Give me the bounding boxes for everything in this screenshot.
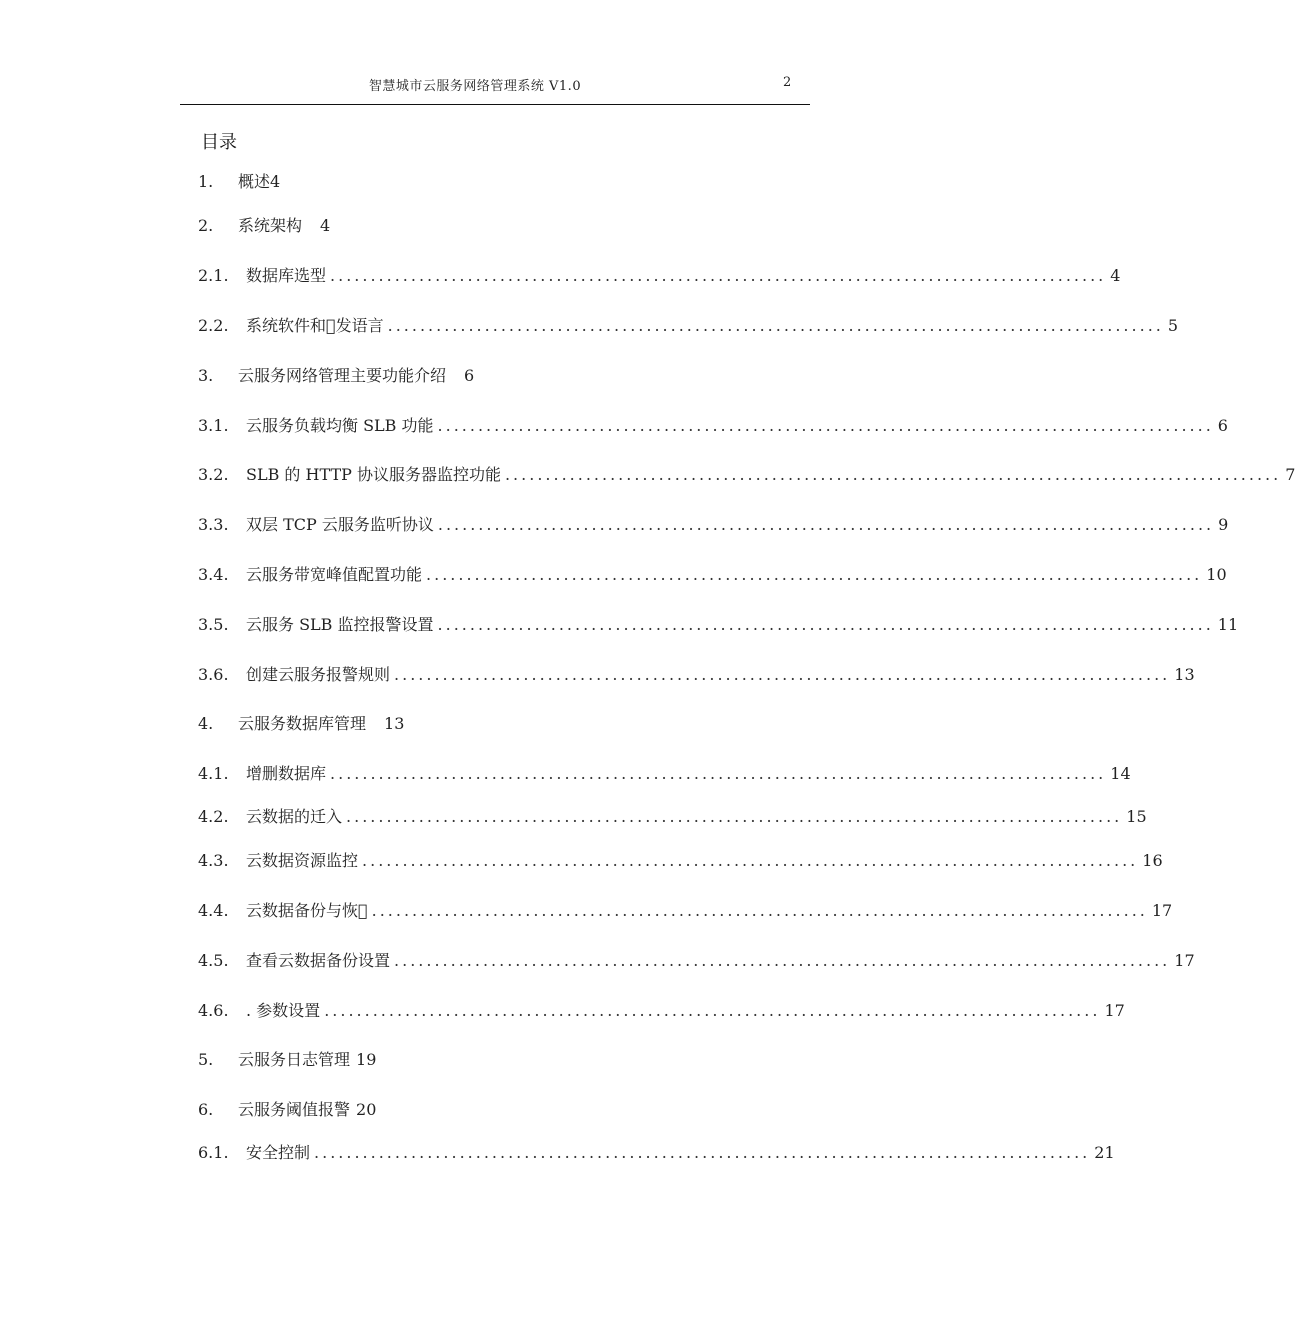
toc-entry-number: 2.1. (198, 266, 229, 285)
toc-entry-title: 创建云服务报警规则 (246, 665, 391, 684)
toc-entry[interactable] (198, 763, 1131, 785)
toc-entry-page: 17 (1151, 901, 1173, 920)
toc-entry-number: 4. (198, 714, 214, 733)
toc-entry-page: 6 (1217, 416, 1228, 435)
toc-entry-title: 数据库选型 (246, 266, 327, 285)
toc-entry-number: 4.3. (198, 851, 229, 870)
toc-entry-title: 概述 (238, 172, 271, 191)
toc-entry-page: 5 (1167, 316, 1179, 335)
toc-entry[interactable] (198, 315, 1179, 337)
toc-entry-number: 6. (198, 1100, 214, 1119)
toc-entry-title: 云服务网络管理主要功能介绍 (238, 366, 447, 385)
toc-entry-page: 9 (1218, 515, 1229, 534)
toc-entry[interactable] (198, 1049, 806, 1071)
toc-entry-title: 云服务阈值报警 (238, 1100, 351, 1119)
toc-entry-number: 4.2. (198, 807, 229, 826)
toc-entry-page: 11 (1217, 615, 1239, 634)
toc-entry-number: 4.4. (198, 901, 229, 920)
toc-entry[interactable] (198, 365, 806, 387)
toc-entry-title: 查看云数据备份设置 (246, 951, 391, 970)
dot-leader: ................................................................................................ (324, 1001, 1101, 1020)
toc-entry-title: 云数据的迁入 (246, 807, 343, 826)
toc-entry[interactable] (198, 614, 1239, 636)
toc-entry-page: 4 (320, 216, 331, 235)
toc-entry[interactable] (198, 1099, 806, 1121)
dot-leader: ................................................................................................ (330, 764, 1107, 783)
toc-entry[interactable] (198, 713, 806, 735)
toc-entry-number: 5. (198, 1050, 214, 1069)
dot-leader: ................................................................................................ (387, 316, 1164, 335)
dot-leader: ................................................................................................ (437, 615, 1214, 634)
dot-leader: ................................................................................................ (437, 515, 1215, 534)
toc-entry-page: 13 (1174, 665, 1195, 684)
dot-leader: ................................................................................................ (371, 901, 1148, 920)
toc-entry-number: 3.3. (198, 515, 229, 534)
toc-entry[interactable] (198, 664, 1195, 686)
toc-entry[interactable] (198, 1142, 1115, 1164)
toc-entry-page: 17 (1104, 1001, 1125, 1020)
dot-leader: ................................................................................................ (346, 807, 1123, 826)
toc-entry-number: 2. (198, 216, 214, 235)
toc-entry-page: 14 (1110, 764, 1131, 783)
toc-entry-number: 3.4. (198, 565, 229, 584)
header-divider (180, 104, 810, 105)
toc-entry-page: 19 (356, 1050, 377, 1069)
toc-entry-number: 2.2. (198, 316, 229, 335)
toc-entry[interactable] (198, 171, 806, 193)
toc-entry[interactable] (198, 564, 1227, 586)
toc-entry[interactable] (198, 806, 1147, 828)
dot-leader: ................................................................................................ (314, 1143, 1091, 1162)
toc-entry[interactable] (198, 950, 1195, 972)
toc-entry-page: 17 (1174, 951, 1195, 970)
dot-leader: ................................................................................................ (394, 665, 1171, 684)
toc-entry-page: 4 (1110, 266, 1121, 285)
toc-entry-title: 安全控制 (246, 1143, 311, 1162)
toc-entry-number: 6.1. (198, 1143, 229, 1162)
toc-entry-title: 云数据备份与恢  (246, 901, 368, 920)
toc-entry-title: 系统架构 (238, 216, 303, 235)
toc-entry[interactable] (198, 415, 1228, 437)
toc-entry-number: 3.6. (198, 665, 229, 684)
toc-entry-number: 3.2. (198, 465, 229, 484)
running-header-title: 智慧城市云服务网络管理系统 V1.0 (368, 79, 582, 94)
toc-entry-page: 6 (464, 366, 475, 385)
toc-entry-number: 1. (198, 172, 214, 191)
toc-entry-title: SLB 的 HTTP 协议服务器监控功能 (246, 465, 501, 484)
toc-entry-page: 10 (1206, 565, 1227, 584)
toc-entry-title: 云服务 SLB 监控报警设置 (246, 615, 434, 634)
toc-entry-number: 3.1. (198, 416, 229, 435)
toc-entry-title: 增删数据库 (246, 764, 327, 783)
dot-leader: ................................................................................................ (330, 266, 1107, 285)
toc-entry[interactable] (198, 900, 1173, 922)
toc-entry-page: 4 (270, 172, 281, 191)
toc-entry-number: 3. (198, 366, 214, 385)
dot-leader: ................................................................................................ (437, 416, 1214, 435)
toc-entry-number: 3.5. (198, 615, 229, 634)
toc-entry-title: 云服务负载均衡 SLB 功能 (246, 416, 434, 435)
toc-entry[interactable] (198, 514, 1229, 536)
toc-entry[interactable] (198, 850, 1163, 872)
toc-entry-number: 4.5. (198, 951, 229, 970)
dot-leader: ................................................................................................ (362, 851, 1139, 870)
toc-entry-number: 4.1. (198, 764, 229, 783)
page-number: 2 (783, 75, 792, 90)
toc-entry-page: 7 (1285, 465, 1295, 484)
toc-entry[interactable] (198, 265, 1121, 287)
toc-entry-page: 20 (356, 1100, 377, 1119)
toc-entry-title: 系统软件和 发语言 (246, 316, 384, 335)
toc-entry-page: 21 (1094, 1143, 1115, 1162)
toc-entry-title: 云服务数据库管理 (238, 714, 367, 733)
toc-heading: 目录 (201, 132, 237, 153)
toc-entry-title: 云服务日志管理 (238, 1050, 351, 1069)
toc-entry[interactable] (198, 215, 806, 237)
toc-entry-number: 4.6. (198, 1001, 229, 1020)
dot-leader: ................................................................................................ (426, 565, 1203, 584)
toc-entry-page: 16 (1142, 851, 1163, 870)
toc-entry-title: 云服务带宽峰值配置功能 (246, 565, 423, 584)
toc-entry[interactable] (198, 464, 1295, 486)
toc-entry-title: 云数据资源监控 (246, 851, 359, 870)
dot-leader: ................................................................................................ (504, 465, 1282, 484)
toc-entry-page: 15 (1126, 807, 1147, 826)
toc-entry-title: . 参数设置 (246, 1001, 321, 1020)
toc-entry-page: 13 (384, 714, 405, 733)
dot-leader: ................................................................................................ (394, 951, 1171, 970)
toc-entry[interactable] (198, 1000, 1125, 1022)
toc-entry-title: 双层 TCP 云服务监听协议 (246, 515, 434, 534)
